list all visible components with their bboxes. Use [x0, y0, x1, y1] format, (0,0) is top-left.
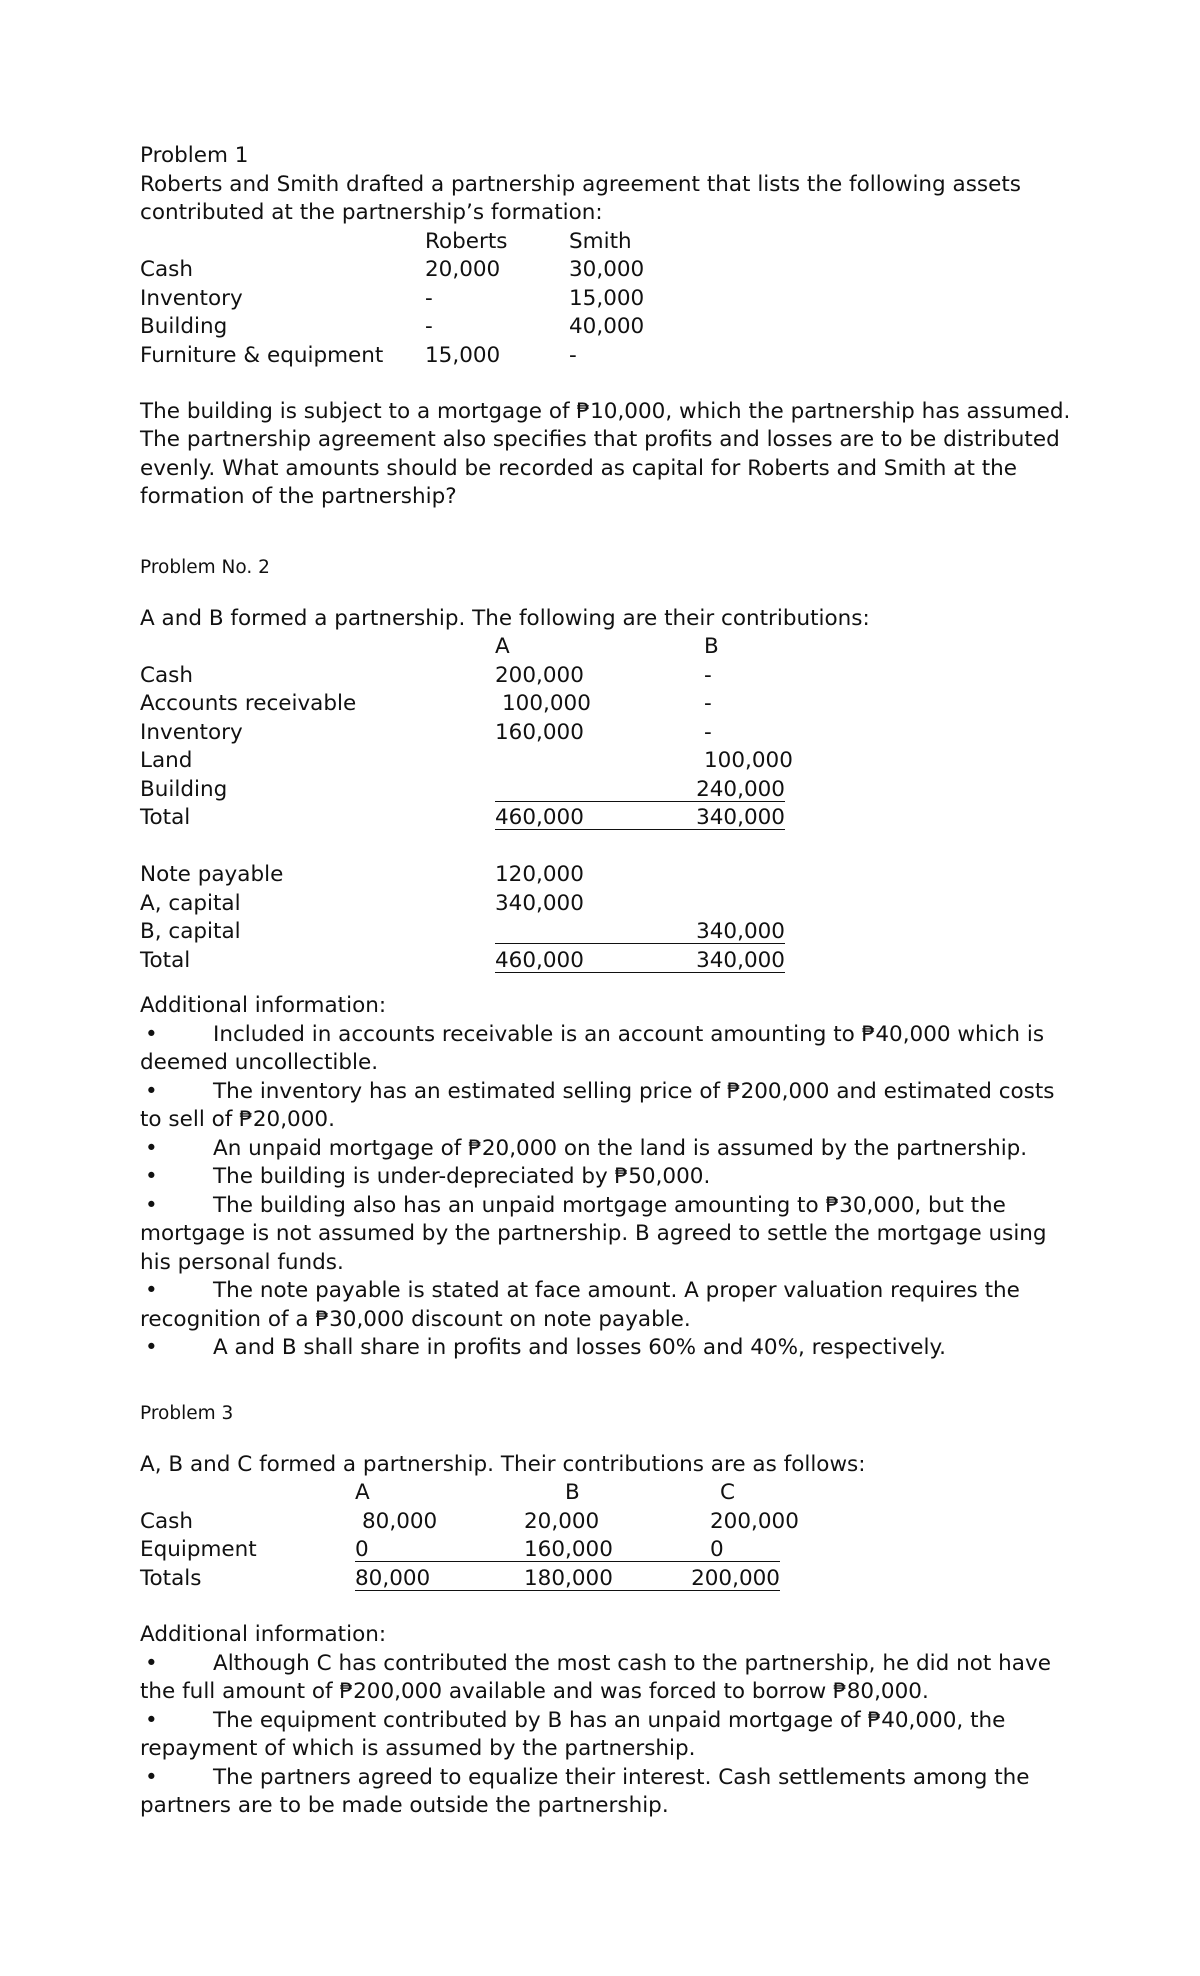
problem-1-section — [140, 142, 1080, 512]
row-label: A, capital — [140, 890, 241, 916]
row-label: Inventory — [140, 285, 243, 311]
a-value: 80,000 — [355, 1565, 431, 1591]
bullet-icon: • — [145, 1335, 158, 1360]
row-label: Cash — [140, 257, 194, 282]
problem-3-section — [140, 1400, 1080, 1821]
problem-3-additional-label: Additional information: — [140, 1622, 387, 1647]
row-label: Note payable — [140, 862, 284, 887]
header-smith: Smith — [569, 228, 632, 254]
b-value: 180,000 — [524, 1565, 613, 1591]
a-value: 460,000 — [495, 805, 584, 830]
header-b: B — [704, 634, 719, 659]
row-label: Furniture & equipment — [140, 342, 384, 368]
totals-underline — [355, 1565, 780, 1591]
row-label: Land — [140, 748, 193, 773]
a-value: 120,000 — [495, 862, 584, 887]
b-value: - — [704, 662, 712, 688]
list-item: • The building also has an unpaid mortgage amounting to ₱30,000, but the mortgage is not assumed by the partnership. B agreed to settle the mortgage using his personal funds. — [140, 1192, 1047, 1275]
row-label: B, capital — [140, 919, 241, 944]
row-label: Equipment — [140, 1537, 257, 1562]
problem-1-intro: Roberts and Smith drafted a partnership agreement that lists the following assets contributed at the partnership’s formation: — [140, 171, 1021, 225]
bullet-icon: • — [145, 1650, 158, 1676]
smith-value: - — [569, 342, 577, 368]
roberts-value: - — [425, 285, 433, 311]
problem-3-intro: A, B and C formed a partnership. Their contributions are as follows: — [140, 1451, 866, 1477]
list-item: • The building is under-depreciated by ₱50,000. — [140, 1163, 1080, 1192]
row-label: Totals — [140, 1565, 202, 1591]
b-value: - — [704, 691, 712, 716]
a-value: 100,000 — [502, 691, 591, 716]
problem-2-title: Problem No. 2 — [140, 557, 270, 578]
row-label: Total — [140, 805, 191, 830]
row-label: Cash — [140, 662, 194, 688]
list-item: • An unpaid mortgage of ₱20,000 on the land is assumed by the partnership. — [140, 1135, 1080, 1164]
b-value: 340,000 — [696, 947, 785, 973]
list-item: • The partners agreed to equalize their interest. Cash settlements among the partners are to be made outside the partnership. — [140, 1764, 1030, 1818]
bullet-icon: • — [145, 1192, 158, 1218]
roberts-value: - — [425, 314, 433, 339]
a-value: 340,000 — [495, 890, 584, 916]
smith-value: 40,000 — [569, 314, 645, 339]
a-value: 200,000 — [495, 662, 584, 688]
equipment-underline — [355, 1536, 780, 1562]
building-underline — [495, 776, 785, 802]
problem-2-bullets — [140, 1021, 1080, 1363]
list-item: • A and B shall share in profits and losses 60% and 40%, respectively. — [140, 1334, 1080, 1363]
problem-3-bullets — [140, 1650, 1080, 1821]
bullet-icon: • — [145, 1135, 158, 1161]
header-c: C — [720, 1480, 736, 1505]
b-value: - — [704, 719, 712, 745]
total-underline — [495, 947, 785, 973]
b-value: 160,000 — [524, 1537, 613, 1562]
a-value: 80,000 — [362, 1508, 438, 1534]
problem-2-intro: A and B formed a partnership. The following are their contributions: — [140, 605, 870, 631]
b-value: 100,000 — [704, 748, 793, 773]
smith-value: 30,000 — [569, 257, 645, 282]
a-value: 0 — [355, 1537, 369, 1562]
row-label: Building — [140, 776, 228, 802]
c-value: 200,000 — [710, 1508, 799, 1534]
row-label: Cash — [140, 1508, 194, 1534]
roberts-value: 15,000 — [425, 342, 501, 368]
bullet-icon: • — [145, 1278, 158, 1303]
header-a: A — [495, 634, 510, 659]
list-item: • The note payable is stated at face amount. A proper valuation requires the recognition of a ₱30,000 discount on note payable. — [140, 1278, 1020, 1332]
problem-1-table — [140, 228, 1080, 370]
a-value: 160,000 — [495, 719, 584, 745]
b-value: 20,000 — [524, 1508, 600, 1534]
list-item: • The inventory has an estimated selling price of ₱200,000 and estimated costs to sell of ₱20,000. — [140, 1078, 1055, 1132]
problem-1-title: Problem 1 — [140, 143, 249, 168]
problem-2-table — [140, 633, 1080, 978]
header-a: A — [355, 1480, 370, 1505]
bullet-icon: • — [145, 1078, 158, 1104]
problem-3-table — [140, 1479, 1080, 1597]
total-underline — [495, 804, 785, 830]
list-item: • Included in accounts receivable is an account amounting to ₱40,000 which is deemed uncollectible. — [140, 1021, 1045, 1075]
bullet-icon: • — [145, 1164, 158, 1189]
a-value: 460,000 — [495, 947, 584, 973]
list-item: • Although C has contributed the most cash to the partnership, he did not have the full amount of ₱200,000 available and was forced to borrow ₱80,000. — [140, 1650, 1051, 1704]
smith-value: 15,000 — [569, 285, 645, 311]
c-value: 200,000 — [691, 1565, 780, 1591]
b-value: 240,000 — [696, 776, 785, 802]
bullet-icon: • — [145, 1021, 158, 1047]
roberts-value: 20,000 — [425, 257, 501, 282]
header-b: B — [565, 1480, 580, 1505]
problem-3-title: Problem 3 — [140, 1403, 234, 1424]
problem-1-question: The building is subject to a mortgage of ₱10,000, which the partnership has assumed. The partnership agreement also specifies that profits and losses are to be distributed evenly. What amounts should be recorded as capital for Roberts and Smith at the formation of the partnership? — [140, 398, 1071, 509]
bullet-icon: • — [145, 1764, 158, 1790]
header-roberts: Roberts — [425, 228, 508, 254]
c-value: 0 — [710, 1537, 724, 1562]
row-label: Total — [140, 947, 191, 973]
b-value: 340,000 — [696, 805, 785, 830]
row-label: Inventory — [140, 719, 243, 745]
row-label: Accounts receivable — [140, 691, 357, 716]
b-value: 340,000 — [696, 919, 785, 944]
problem-2-additional-label: Additional information: — [140, 993, 387, 1018]
list-item: • The equipment contributed by B has an unpaid mortgage of ₱40,000, the repayment of which is assumed by the partnership. — [140, 1707, 1006, 1761]
capital-underline — [495, 918, 785, 944]
row-label: Building — [140, 314, 228, 339]
problem-2-section — [140, 554, 1080, 1363]
bullet-icon: • — [145, 1707, 158, 1733]
